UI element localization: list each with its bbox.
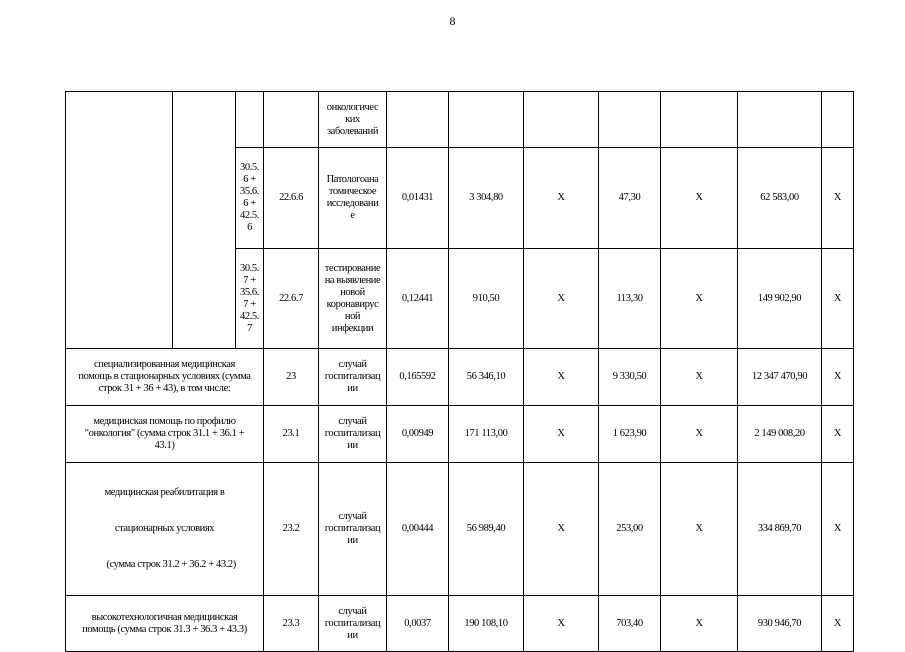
- line-cell: 23.3: [264, 596, 319, 652]
- norm-cell: 0,01431: [387, 148, 449, 249]
- per-capita-cell: 113,30: [599, 249, 661, 349]
- x-cell: X: [822, 249, 854, 349]
- page-number: 8: [449, 14, 456, 28]
- total-cell: 12 347 470,90: [738, 349, 822, 406]
- unit-cell: случай госпитализац ии: [319, 596, 387, 652]
- per-capita-cell: 1 623,90: [599, 406, 661, 463]
- row-label: высокотехнологичная медицинская помощь (сумма строк 31.3 + 36.3 + 43.3): [66, 596, 264, 652]
- norm-cell: 0,00949: [387, 406, 449, 463]
- cost-cell: 190 108,10: [449, 596, 524, 652]
- line-cell: 22.6.7: [264, 249, 319, 349]
- x-cell: X: [524, 148, 599, 249]
- cost-cell: [449, 92, 524, 148]
- x-cell: [822, 92, 854, 148]
- unit-cell: случай госпитализац ии: [319, 349, 387, 406]
- per-capita-cell: 47,30: [599, 148, 661, 249]
- unit-cell: Патологоана томическое исследовани е: [319, 148, 387, 249]
- total-cell: 149 902,90: [738, 249, 822, 349]
- x-cell: X: [822, 148, 854, 249]
- merged-label-cell: [66, 92, 173, 349]
- x-cell: X: [822, 406, 854, 463]
- table-row: [66, 596, 854, 652]
- total-cell: [738, 92, 822, 148]
- per-capita-cell: 9 330,50: [599, 349, 661, 406]
- total-cell: 930 946,70: [738, 596, 822, 652]
- norm-cell: 0,165592: [387, 349, 449, 406]
- norm-cell: 0,0037: [387, 596, 449, 652]
- row-label: медицинская помощь по профилю "онкология" (сумма строк 31.1 + 36.1 + 43.1): [66, 406, 264, 463]
- line-cell: 23: [264, 349, 319, 406]
- x-cell: X: [822, 596, 854, 652]
- x-cell: [524, 92, 599, 148]
- cost-cell: 910,50: [449, 249, 524, 349]
- per-capita-cell: 703,40: [599, 596, 661, 652]
- x-cell: X: [524, 249, 599, 349]
- unit-cell: случай госпитализац ии: [319, 406, 387, 463]
- unit-cell: онкологичес ких заболеваний: [319, 92, 387, 148]
- line-cell: [264, 92, 319, 148]
- x-cell: X: [822, 463, 854, 596]
- ref-cell: 30.5. 6 + 35.6. 6 + 42.5. 6: [236, 148, 264, 249]
- line-cell: 23.1: [264, 406, 319, 463]
- norm-cell: 0,12441: [387, 249, 449, 349]
- norm-cell: 0,00444: [387, 463, 449, 596]
- row-label: медицинская реабилитация в стационарных условиях (сумма строк 31.2 + 36.2 + 43.2): [66, 463, 264, 596]
- cost-cell: 3 304,80: [449, 148, 524, 249]
- cost-cell: 56 346,10: [449, 349, 524, 406]
- merged-sub-cell: [173, 92, 236, 349]
- ref-cell: [236, 92, 264, 148]
- x-cell: X: [524, 596, 599, 652]
- table-row: [66, 406, 854, 463]
- per-capita-cell: 253,00: [599, 463, 661, 596]
- ref-cell: 30.5. 7 + 35.6. 7 + 42.5. 7: [236, 249, 264, 349]
- total-cell: 2 149 008,20: [738, 406, 822, 463]
- norm-cell: [387, 92, 449, 148]
- cost-cell: 56 989,40: [449, 463, 524, 596]
- unit-cell: случай госпитализац ии: [319, 463, 387, 596]
- per-capita-cell: [599, 92, 661, 148]
- tariff-table: [65, 91, 854, 652]
- x-cell: X: [661, 463, 738, 596]
- unit-cell: тестирование на выявление новой коронавирус ной инфекции: [319, 249, 387, 349]
- table-row: [66, 349, 854, 406]
- total-cell: 62 583,00: [738, 148, 822, 249]
- x-cell: X: [661, 249, 738, 349]
- x-cell: X: [524, 463, 599, 596]
- table-row: [66, 463, 854, 596]
- x-cell: X: [822, 349, 854, 406]
- line-cell: 22.6.6: [264, 148, 319, 249]
- x-cell: [661, 92, 738, 148]
- row-label: специализированная медицинская помощь в стационарных условиях (сумма строк 31 + 36 + 43), в том числе:: [66, 349, 264, 406]
- x-cell: X: [661, 406, 738, 463]
- x-cell: X: [661, 596, 738, 652]
- x-cell: X: [524, 349, 599, 406]
- line-cell: 23.2: [264, 463, 319, 596]
- x-cell: X: [524, 406, 599, 463]
- x-cell: X: [661, 349, 738, 406]
- x-cell: X: [661, 148, 738, 249]
- total-cell: 334 869,70: [738, 463, 822, 596]
- cost-cell: 171 113,00: [449, 406, 524, 463]
- table-row: [66, 92, 854, 148]
